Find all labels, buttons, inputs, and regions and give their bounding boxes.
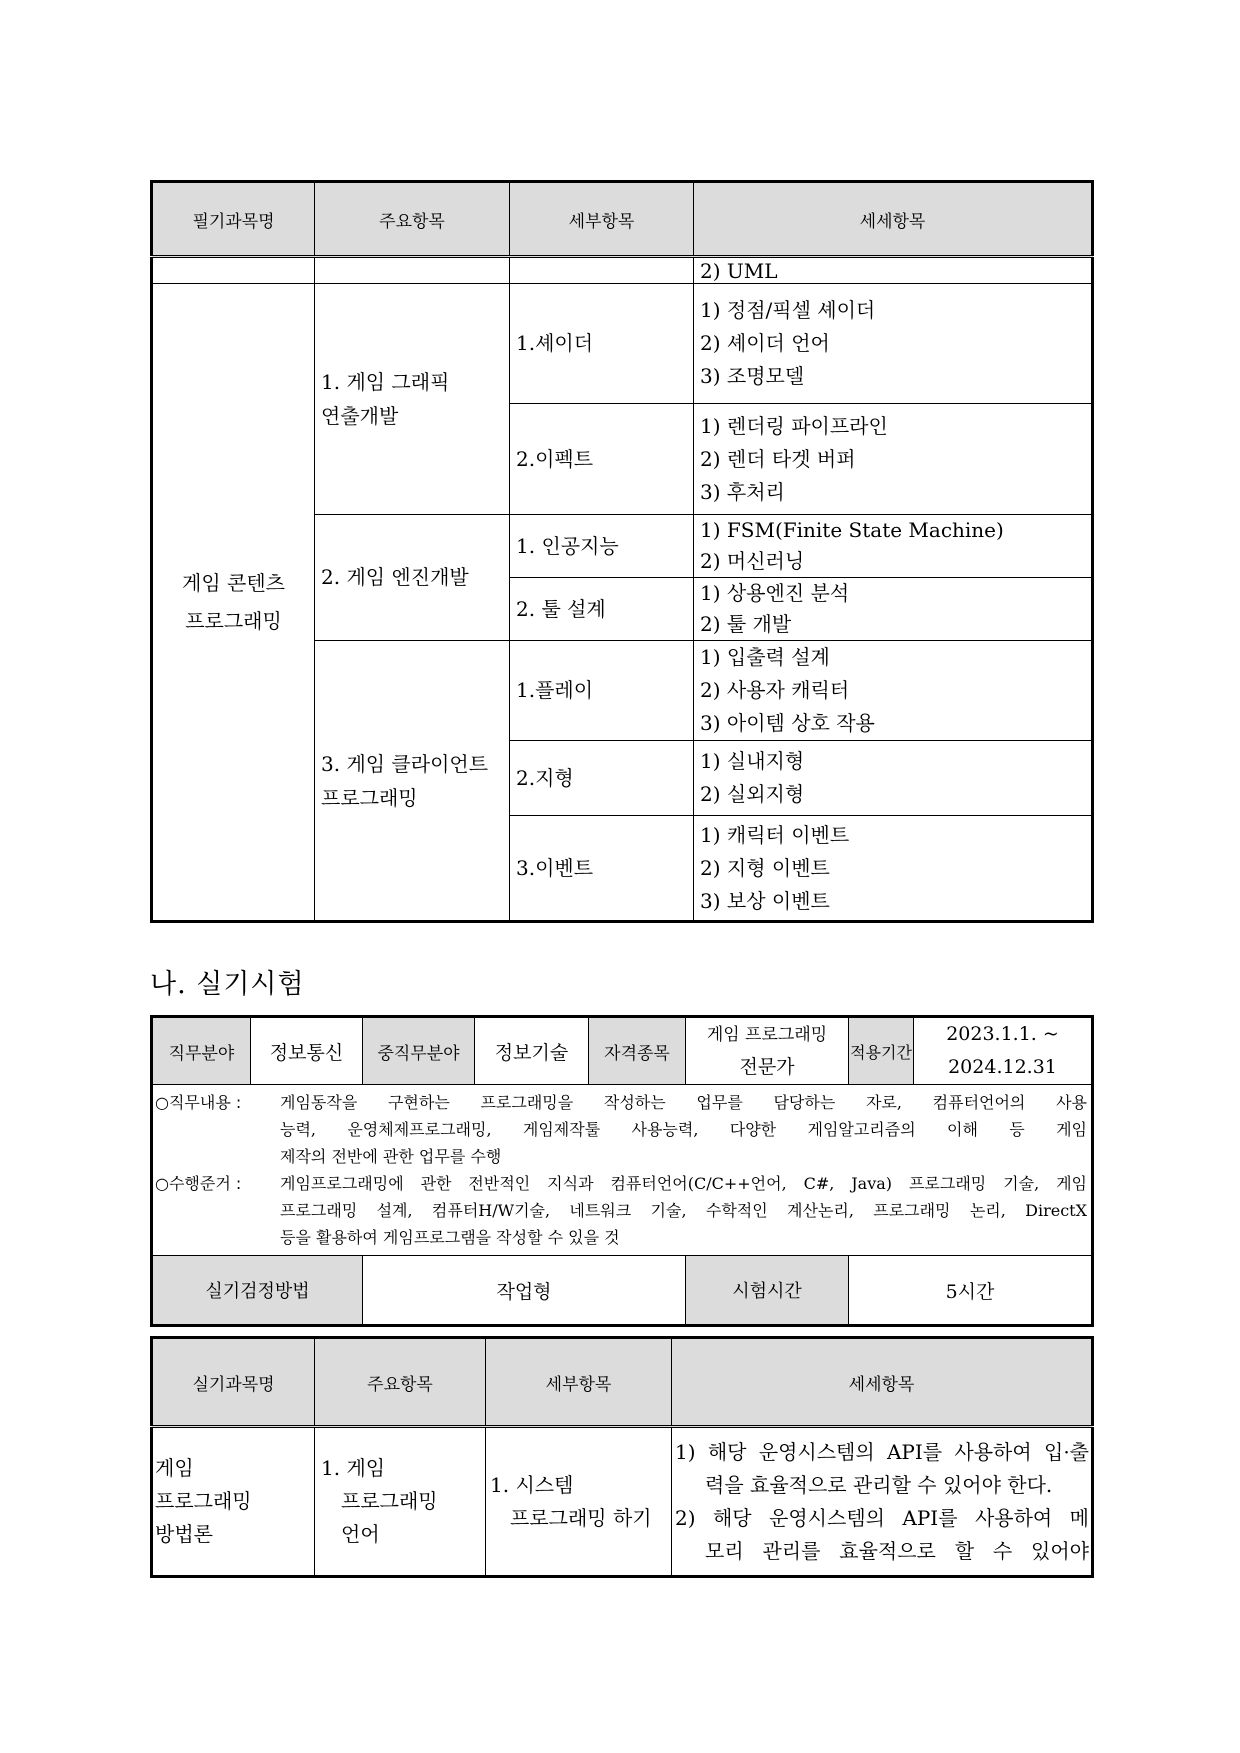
subfield-label: 중직무분야 (363, 1017, 475, 1085)
field-value: 정보통신 (251, 1017, 363, 1085)
header-detail-item: 세세항목 (694, 182, 1093, 257)
main-item-3: 3. 게임 클라이언트 프로그래밍 (315, 641, 510, 922)
qualification-label: 자격종목 (589, 1017, 686, 1085)
standard-label: ○수행준거 : (155, 1174, 242, 1193)
sub-item: 1. 인공지능 (510, 515, 694, 578)
practical-subject-name: 게임 프로그래밍 방법론 (152, 1427, 315, 1577)
sub-item: 1.셰이더 (510, 284, 694, 404)
duty-line: 게임동작을 구현하는 프로그래밍을 작성하는 업무를 담당하는 자로, 컴퓨터언어의 사용 (280, 1093, 1087, 1112)
time-value: 5시간 (849, 1256, 1093, 1326)
duty-line: 능력, 운영체제프로그래밍, 게임제작툴 사용능력, 다양한 게임알고리즘의 이해 등 게임 (280, 1120, 1087, 1139)
sub-item: 2.지형 (510, 741, 694, 816)
job-description (152, 1085, 1093, 1256)
practical-main-item: 1. 게임 프로그래밍 언어 (315, 1427, 486, 1577)
header-main-item: 주요항목 (315, 182, 510, 257)
detail-list: 1) 상용엔진 분석 2) 툴 개발 (694, 578, 1093, 641)
sub-item: 1.플레이 (510, 641, 694, 741)
header-subject: 실기과목명 (152, 1338, 315, 1427)
header-detail-item: 세세항목 (672, 1338, 1093, 1427)
sub-item: 2.이펙트 (510, 404, 694, 515)
practical-subject-table (150, 1336, 1094, 1578)
method-label: 실기검정방법 (152, 1256, 363, 1326)
section-title: 나. 실기시험 (150, 969, 305, 1000)
detail-list: 1) 캐릭터 이벤트 2) 지형 이벤트 3) 보상 이벤트 (694, 816, 1093, 922)
duty-line: 제작의 전반에 관한 업무를 수행 (280, 1147, 502, 1166)
field-label: 직무분야 (152, 1017, 251, 1085)
subfield-value: 정보기술 (475, 1017, 589, 1085)
qualification-value: 게임 프로그래밍 전문가 (686, 1017, 849, 1085)
standard-line: 등을 활용하여 게임프로그램을 작성할 수 있을 것 (280, 1228, 620, 1247)
carryover-detail: 2) UML (694, 257, 1093, 284)
duty-label: ○직무내용 : (155, 1093, 242, 1112)
detail-list: 1) FSM(Finite State Machine) 2) 머신러닝 (694, 515, 1093, 578)
written-exam-table (150, 180, 1094, 923)
standard-line: 프로그래밍 설계, 컴퓨터H/W기술, 네트워크 기술, 수학적인 계산논리, 프로그래밍 논리, DirectX (280, 1201, 1087, 1220)
method-value: 작업형 (363, 1256, 686, 1326)
sub-item: 2. 툴 설계 (510, 578, 694, 641)
detail-list: 1) 렌더링 파이프라인 2) 렌더 타겟 버퍼 3) 후처리 (694, 404, 1093, 515)
detail-list: 1) 실내지형 2) 실외지형 (694, 741, 1093, 816)
practical-info-table (150, 1015, 1094, 1327)
header-subject: 필기과목명 (152, 182, 315, 257)
period-value: 2023.1.1. ~ 2024.12.31 (914, 1017, 1093, 1085)
main-item-2: 2. 게임 엔진개발 (315, 515, 510, 641)
practical-detail-list: 1) 해당 운영시스템의 API를 사용하여 입·출 력을 효율적으로 관리할 수 있어야 한다. 2) 해당 운영시스템의 API를 사용하여 메 모리 관리를 효율적으로 할 수 있어야 (672, 1427, 1093, 1577)
header-main-item: 주요항목 (315, 1338, 486, 1427)
sub-item: 3.이벤트 (510, 816, 694, 922)
practical-sub-item: 1. 시스템 프로그래밍 하기 (486, 1427, 672, 1577)
header-sub-item: 세부항목 (486, 1338, 672, 1427)
detail-list: 1) 정점/픽셀 셰이더 2) 셰이더 언어 3) 조명모델 (694, 284, 1093, 404)
subject-name: 게임 콘텐츠 프로그래밍 (152, 284, 315, 922)
header-sub-item: 세부항목 (510, 182, 694, 257)
main-item-1: 1. 게임 그래픽 연출개발 (315, 284, 510, 515)
detail-list: 1) 입출력 설계 2) 사용자 캐릭터 3) 아이템 상호 작용 (694, 641, 1093, 741)
time-label: 시험시간 (686, 1256, 849, 1326)
period-label: 적용기간 (849, 1017, 914, 1085)
standard-line: 게임프로그래밍에 관한 전반적인 지식과 컴퓨터언어(C/C++언어, C#, Java) 프로그래밍 기술, 게임 (280, 1174, 1087, 1193)
